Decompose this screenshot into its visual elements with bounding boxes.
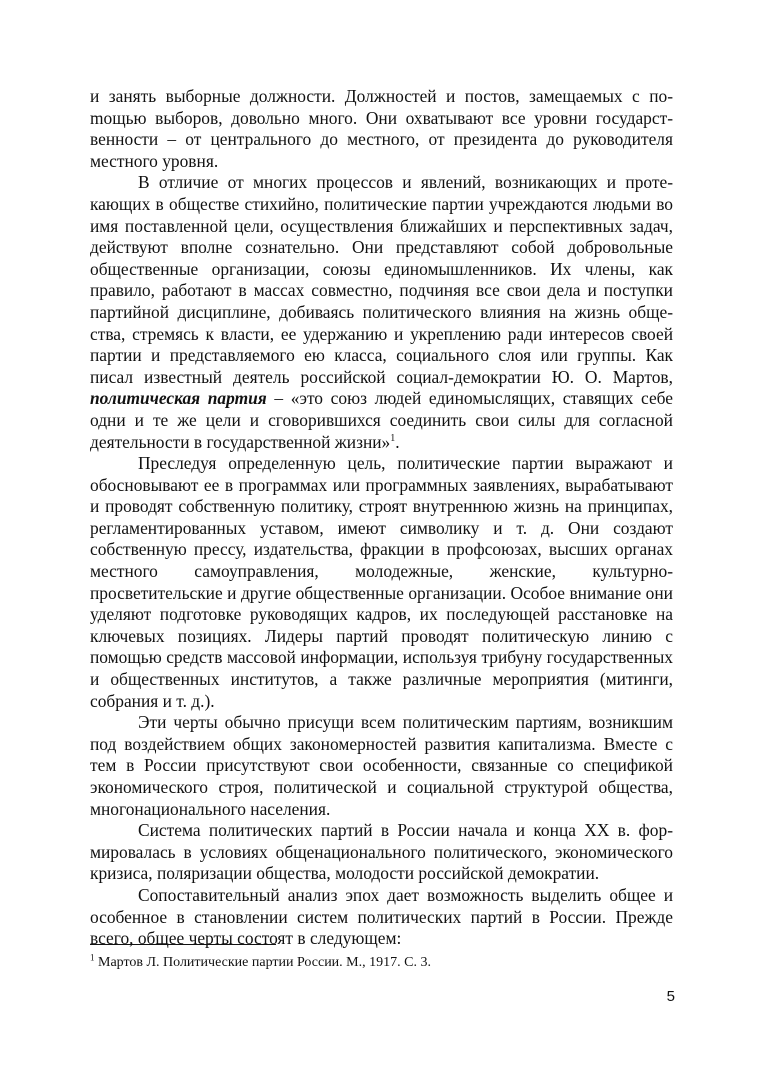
main-text <box>90 86 673 950</box>
paragraph-1: и занять выборные должности. Должностей и постов, замещаемых с поmощью выборов, довольно много. Они охватывают все уровни государственности – от центрального до местного, от президента до руководителя местного уровня. <box>90 86 673 171</box>
paragraph-2-text: В отличие от многих процессов и явлений, возникающих и протекающих в обществе стихийно, политические партии учреждаются людьми во имя поставленной цели, осуществления ближайших и перспективных задач, действуют вполне сознательно. Они представляют собой добровольные общественные организации, союзы единомышленников. Их члены, как правило, работают в массах совместно, подчиняя все свои дела и поступки партийной дисциплине, добиваясь политического влияния на жизнь общества, стремясь к власти, ее удержанию и укреплению ради интересов своей партии и представляемого ею класса, социального слоя или группы. Как писал известный деятель российской социал-демократии Ю. О. Мартов, <box>90 172 673 387</box>
paragraph-5: Система политических партий в России начала и конца XX в. формировалась в условиях общенационального политического, экономического кризиса, поляризации общества, молодости российской демократии. <box>90 820 673 884</box>
term-political-party: политическая партия <box>90 388 267 409</box>
page-number: 5 <box>666 988 675 1005</box>
footnote-reference[interactable]: 1 <box>390 432 396 444</box>
footnote-separator <box>90 944 276 945</box>
paragraph-2-end: . <box>395 431 400 452</box>
footnote-mark: 1 <box>90 952 95 963</box>
footnote-text: Мартов Л. Политические партии России. М., 1917. С. 3. <box>94 955 431 970</box>
paragraph-2-quote: – «это союз людей единомыслящих, ставящих себе одни и те же цели и сговорившихся соединить свои силы для согласной деятельности в государственной жизни» <box>90 388 673 452</box>
paragraph-3: Преследуя определенную цель, политические партии выражают и обосновывают ее в программах или программных заявлениях, вырабатывают и проводят собственную политику, строят внутреннюю жизнь на принципах, регламентированных уставом, имеют символику и т. д. Они создают собственную прессу, издательства, фракции в профсоюзах, высших органах местного самоуправления, молодежные, женские, культурно-просветительские и другие общественные организации. Особое внимание они уделяют подготовке руководящих кадров, их последующей расстановке на ключевых позициях. Лидеры партий проводят политическую линию с помощью средств массовой информации, используя трибуну государственных и общественных институтов, а также различные мероприятия (митинги, собрания и т. д.). <box>90 453 673 711</box>
paragraph-6: Сопоставительный анализ эпох дает возможность выделить общее и особенное в становлении систем политических партий в России. Прежде всего, общее черты состоят в следующем: <box>90 884 673 949</box>
footnote <box>90 954 673 972</box>
paragraph-4: Эти черты обычно присущи всем политическим партиям, возникшим под воздействием общих закономерностей развития капитализма. Вместе с тем в России присутствуют свои особенности, связанные со спецификой экономического строя, политической и социальной структурой общества, многонационального населения. <box>90 712 673 819</box>
paragraph-2 <box>90 172 673 453</box>
